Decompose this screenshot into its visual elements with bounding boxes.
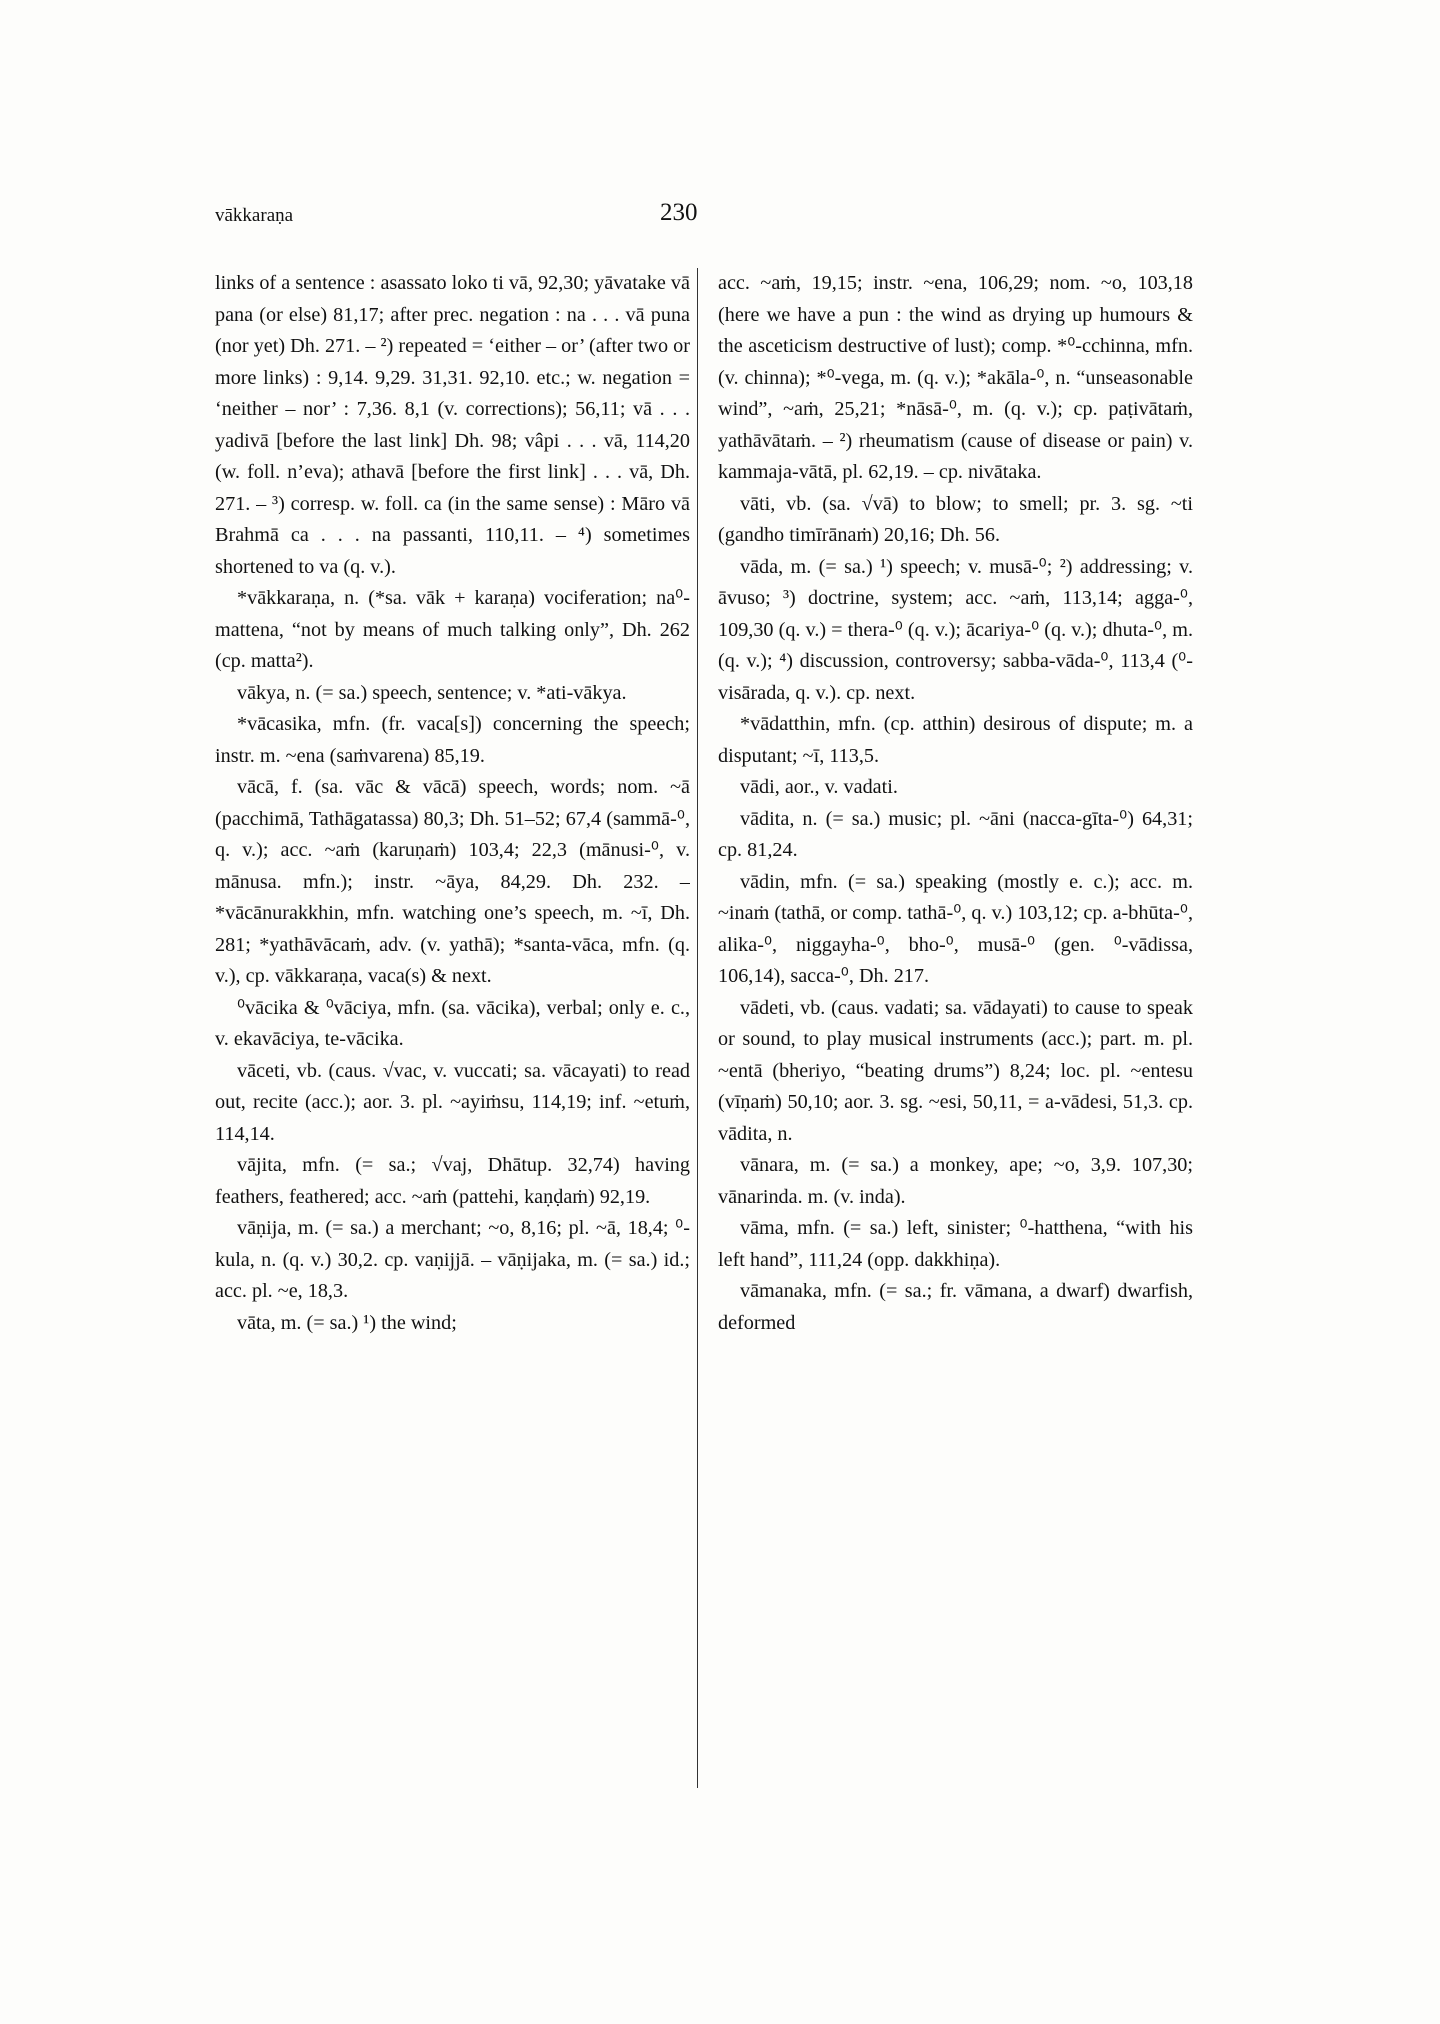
entry: *vācasika, mfn. (fr. vaca[s]) concerning the speech; instr. m. ~ena (saṁvarena) 85,19. bbox=[215, 713, 690, 767]
entry: vāta, m. (= sa.) ¹) the wind; bbox=[237, 1311, 457, 1334]
entry: vānara, m. (= sa.) a monkey, ape; ~o, 3,9. 107,30; vānarinda. m. (v. inda). bbox=[718, 1154, 1193, 1208]
entry: vākya, n. (= sa.) speech, sentence; v. *ati-vākya. bbox=[237, 681, 627, 704]
entry: vāmanaka, mfn. (= sa.; fr. vāmana, a dwarf) dwarfish, deformed bbox=[718, 1280, 1193, 1334]
entry: vājita, mfn. (= sa.; √vaj, Dhātup. 32,74) having feathers, feathered; acc. ~aṁ (pattehi, kaṇḍaṁ) 92,19. bbox=[215, 1154, 690, 1208]
entry: vādin, mfn. (= sa.) speaking (mostly e. c.); acc. m. ~inaṁ (tathā, or comp. tathā-⁰, q. v.) 103,12; cp. a-bhūta-⁰, alika-⁰, niggayha-⁰, bho-⁰, musā-⁰ (gen. ⁰-vādissa, 106,14), sacca-⁰, Dh. 217. bbox=[718, 870, 1193, 987]
column-divider bbox=[697, 268, 698, 1788]
page-header bbox=[215, 199, 1235, 245]
page-number: 230 bbox=[660, 199, 698, 226]
left-column bbox=[215, 268, 690, 1968]
entry-continuation: links of a sentence : asassato loko ti vā, 92,30; yāvatake vā pana (or else) 81,17; after prec. negation : na . . . vā puna (nor yet) Dh. 271. – ²) repeated = ‘either – or’ (after two or more links) : 9,14. 9,29. 31,31. 92,10. etc.; w. negation = ‘neither – nor’ : 7,36. 8,1 (v. corrections); 56,11; vā . . . yadivā [before the last link] Dh. 98; vâpi . . . vā, 114,20 (w. foll. n’eva); athavā [before the first link] . . . vā, Dh. 271. – ³) corresp. w. foll. ca (in the same sense) : Māro vā Brahmā ca . . . na passanti, 110,11. – ⁴) sometimes shortened to va (q. v.). bbox=[215, 272, 690, 578]
entry: vādi, aor., v. vadati. bbox=[740, 776, 898, 798]
entry-continuation: acc. ~aṁ, 19,15; instr. ~ena, 106,29; nom. ~o, 103,18 (here we have a pun : the wind as drying up humours & the asceticism destructive of lust); comp. *⁰-cchinna, mfn. (v. chinna); *⁰-vega, m. (q. v.); *akāla-⁰, n. “unseasonable wind”, ~aṁ, 25,21; *nāsā-⁰, m. (q. v.); cp. paṭivātaṁ, yathāvātaṁ. – ²) rheumatism (cause of disease or pain) v. kammaja-vātā, pl. 62,19. – cp. nivātaka. bbox=[718, 272, 1193, 483]
entry: vāma, mfn. (= sa.) left, sinister; ⁰-hatthena, “with his left hand”, 111,24 (opp. dakkhiṇa). bbox=[718, 1217, 1193, 1271]
entry: vācā, f. (sa. vāc & vācā) speech, words; nom. ~ā (pacchimā, Tathāgatassa) 80,3; Dh. 51–52; 67,4 (sammā-⁰, q. v.); acc. ~aṁ (karuṇaṁ) 103,4; 22,3 (mānusi-⁰, v. mānusa. mfn.); instr. ~āya, 84,29. Dh. 232. – *vācānurakkhin, mfn. watching one’s speech, m. ~ī, Dh. 281; *yathāvācaṁ, adv. (v. yathā); *santa-vāca, mfn. (q. v.), cp. vākkaraṇa, vaca(s) & next. bbox=[215, 776, 690, 987]
entry: vāti, vb. (sa. √vā) to blow; to smell; pr. 3. sg. ~ti (gandho timīrānaṁ) 20,16; Dh. 56. bbox=[718, 492, 1193, 546]
entry: vāceti, vb. (caus. √vac, v. vuccati; sa. vācayati) to read out, recite (acc.); aor. 3. pl. ~ayiṁsu, 114,19; inf. ~etuṁ, 114,14. bbox=[215, 1059, 690, 1145]
entry: vādeti, vb. (caus. vadati; sa. vādayati) to cause to speak or sound, to play musical instruments (acc.); part. m. pl. ~entā (bheriyo, “beating drums”) 8,24; loc. pl. ~entesu (vīṇaṁ) 50,10; aor. 3. sg. ~esi, 50,11, = a-vādesi, 51,3. cp. vādita, n. bbox=[718, 996, 1193, 1145]
entry: vāda, m. (= sa.) ¹) speech; v. musā-⁰; ²) addressing; v. āvuso; ³) doctrine, system; acc. ~aṁ, 113,14; agga-⁰, 109,30 (q. v.) = thera-⁰ (q. v.); ācariya-⁰ (q. v.); dhuta-⁰, m. (q. v.); ⁴) discussion, controversy; sabba-vāda-⁰, 113,4 (⁰-visārada, q. v.). cp. next. bbox=[718, 555, 1193, 704]
right-column bbox=[718, 268, 1193, 1968]
entry: vādita, n. (= sa.) music; pl. ~āni (nacca-gīta-⁰) 64,31; cp. 81,24. bbox=[718, 807, 1193, 861]
running-head: vākkaraṇa bbox=[215, 205, 294, 226]
entry: *vākkaraṇa, n. (*sa. vāk + karaṇa) vociferation; na⁰-mattena, “not by means of much talking only”, Dh. 262 (cp. matta²). bbox=[215, 587, 690, 672]
entry: *vādatthin, mfn. (cp. atthin) desirous of dispute; m. a disputant; ~ī, 113,5. bbox=[718, 713, 1193, 767]
entry: ⁰vācika & ⁰vāciya, mfn. (sa. vācika), verbal; only e. c., v. ekavāciya, te-vācika. bbox=[215, 996, 690, 1050]
entry: vāṇija, m. (= sa.) a merchant; ~o, 8,16; pl. ~ā, 18,4; ⁰-kula, n. (q. v.) 30,2. cp. vaṇijjā. – vāṇijaka, m. (= sa.) id.; acc. pl. ~e, 18,3. bbox=[215, 1217, 690, 1302]
